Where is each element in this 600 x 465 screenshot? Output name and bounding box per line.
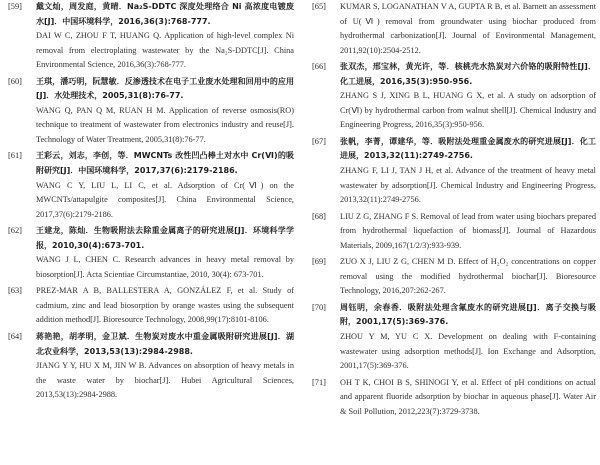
reference-number: [60] (8, 76, 22, 86)
reference-chinese-citation: 周钰明，余春香．吸附法处理含氟废水的研究进展[J]．离子交换与吸附，2001,17(5):369-376. (340, 302, 596, 327)
reference-english-citation: DAI W C, ZHOU F T, HUANG Q. Application of high-level complex Ni removal from electroplating wastewater by the Na₂S-DDTC[J]. China Environmental Science, 2016,36(3):768-777. (36, 31, 294, 70)
reference-body (36, 284, 294, 328)
reference-english-citation: JIANG Y Y, HU X M, JIN W B. Advances on absorption of heavy metals in the waste water by biochar[J]. Hubei Agricultural Sciences, 2013,53(13):2984-2988. (36, 361, 294, 400)
reference-english-citation: WANG J L, CHEN C. Research advances in heavy metal removal by biosorption[J]. Acta Scientiae Circumstantiae, 2010, 30(4): 673-701. (36, 255, 294, 279)
reference-english-citation: PREZ-MAR A B, BALLESTERA A, GONZÁLEZ F, et al. Study of cadmium, zinc and lead biosorption by orange wastes using the subsequent addition method[J]. Bioresource Technology, 2008,99(17):8101-8106. (36, 286, 294, 325)
reference-entry (8, 224, 294, 282)
reference-entry (312, 376, 596, 420)
reference-body (340, 0, 596, 58)
reference-entry (312, 210, 596, 254)
reference-entry (312, 301, 596, 374)
reference-body (340, 135, 596, 208)
reference-body (36, 149, 294, 222)
reference-number: [65] (312, 2, 326, 11)
reference-entry (312, 135, 596, 208)
reference-body (340, 60, 596, 133)
reference-number: [67] (312, 136, 326, 146)
reference-body (36, 224, 294, 282)
left-reference-column (8, 0, 294, 405)
reference-entry (8, 75, 294, 148)
reference-body (340, 301, 596, 374)
reference-english-citation: ZHOU Y M, YU C X. Development on dealing with F-containing wastewater using adsorption methods[J]. Ion Exchange and Adsorption, 2001,17(5):369-376. (340, 332, 596, 371)
reference-number: [69] (312, 257, 326, 267)
reference-body (340, 210, 596, 254)
reference-number: [71] (312, 377, 326, 387)
reference-number: [61] (8, 151, 22, 161)
reference-english-citation: ZUO X J, LIU Z G, CHEN M D. Effect of H₂O₂ concentrations on copper removal using the modified hydrothermal biochar[J]. Bioresource Technology, 2016,207:262-267. (340, 257, 596, 296)
reference-number: [64] (8, 332, 22, 342)
reference-number: [70] (312, 302, 326, 312)
reference-body (340, 255, 596, 299)
reference-entry (312, 255, 596, 299)
reference-body (36, 75, 294, 148)
reference-body (36, 0, 294, 73)
reference-english-citation: OH T K, CHOI B S, SHINOGI Y, et al. Effect of pH conditions on actual and apparent fluoride adsorption by biochar in aqueous phase[J]. Water Air & Soil Pollution, 2012,223(7):3729-3738. (340, 377, 596, 416)
reference-chinese-citation: 王琪，潘巧明，阮慧敏．反渗透技术在电子工业废水处理和回用中的应用[J]．水处理技术，2005,31(8):76-77. (36, 76, 294, 101)
reference-number: [62] (8, 226, 22, 236)
reference-chinese-citation: 戴文灿，周发庭，黄晴．Na₂S-DDTC 深度处理络合 Ni 高浓度电镀废水[J]．中国环境科学，2016,36(3):768-777. (36, 2, 294, 26)
reference-entry (312, 0, 596, 58)
reference-english-citation: ZHANG S J, XING B L, HUANG G X, et al. A study on adsorption of Cr(Ⅵ) by hydrothermal carbon from walnut shell[J]. Chemical Industry and Engineering Progress, 2016,35(3):950-956. (340, 91, 596, 130)
reference-english-citation: ZHANG F, LI J, TAN J H, et al. Advance of the treatment of heavy metal wastewater by adsorption[J]. Chemical Industry and Engineering Progress, 2013,32(11):2749-2756. (340, 166, 596, 205)
reference-chinese-citation: 蒋艳艳，胡孝明，金卫斌．生物炭对废水中重金属吸附研究进展[J]．湖北农业科学，2013,53(13):2984-2988. (36, 332, 294, 356)
reference-number: [66] (312, 62, 326, 72)
reference-chinese-citation: 王建龙，陈灿．生物吸附法去除重金属离子的研究进展[J]．环境科学学报，2010,30(4):673-701. (36, 226, 294, 250)
reference-english-citation: WANG C Y, LIU L, LI C, et al. Adsorption of Cr(Ⅵ) on the MWCNTs/attapulgite composites[J]. China Environmental Science, 2017,37(6):2179-2186. (36, 180, 294, 219)
reference-chinese-citation: 张双杰，邢宝林，黄光许，等．核桃壳水热炭对六价铬的吸附特性[J]．化工进展，2016,35(3):950-956. (340, 62, 596, 86)
reference-number: [59] (8, 2, 22, 11)
reference-number: [68] (312, 211, 326, 221)
reference-entry (8, 284, 294, 328)
reference-english-citation: LIU Z G, ZHANG F S. Removal of lead from water using biochars prepared from hydrothermal liquefaction of biomass[J]. Journal of Hazardous Materials, 2009,167(1/2/3):933-939. (340, 211, 596, 250)
right-reference-column (312, 0, 596, 421)
reference-english-citation: WANG Q, PAN Q M, RUAN H M. Application of reverse osmosis(RO) technique to treatment of wastewater from electronics industry and reuse[J]. Technology of Water Treatment, 2005,31(8):76-77. (36, 105, 294, 144)
reference-entry (8, 330, 294, 403)
reference-number: [63] (8, 286, 22, 296)
reference-chinese-citation: 张帆，李菁，谭建华，等．吸附法处理重金属废水的研究进展[J]．化工进展，2013,32(11):2749-2756. (340, 136, 596, 161)
reference-english-citation: KUMAR S, LOGANATHAN V A, GUPTA R B, et al. Barnett an assessment of U(Ⅵ) removal from groundwater using biochar produced from hydrothermal carbonization[J]. Journal of Environmental Management, 2011,92(10):2504-2512. (340, 2, 596, 55)
reference-body (36, 330, 294, 403)
reference-entry (8, 149, 294, 222)
reference-entry (312, 60, 596, 133)
reference-body (340, 376, 596, 420)
reference-entry (8, 0, 294, 73)
reference-chinese-citation: 王彩云，刘志，李创，等．MWCNTs 改性凹凸棒土对水中 Cr(Ⅵ)的吸附研究[J]．中国环境科学，2017,37(6):2179-2186. (36, 151, 294, 176)
